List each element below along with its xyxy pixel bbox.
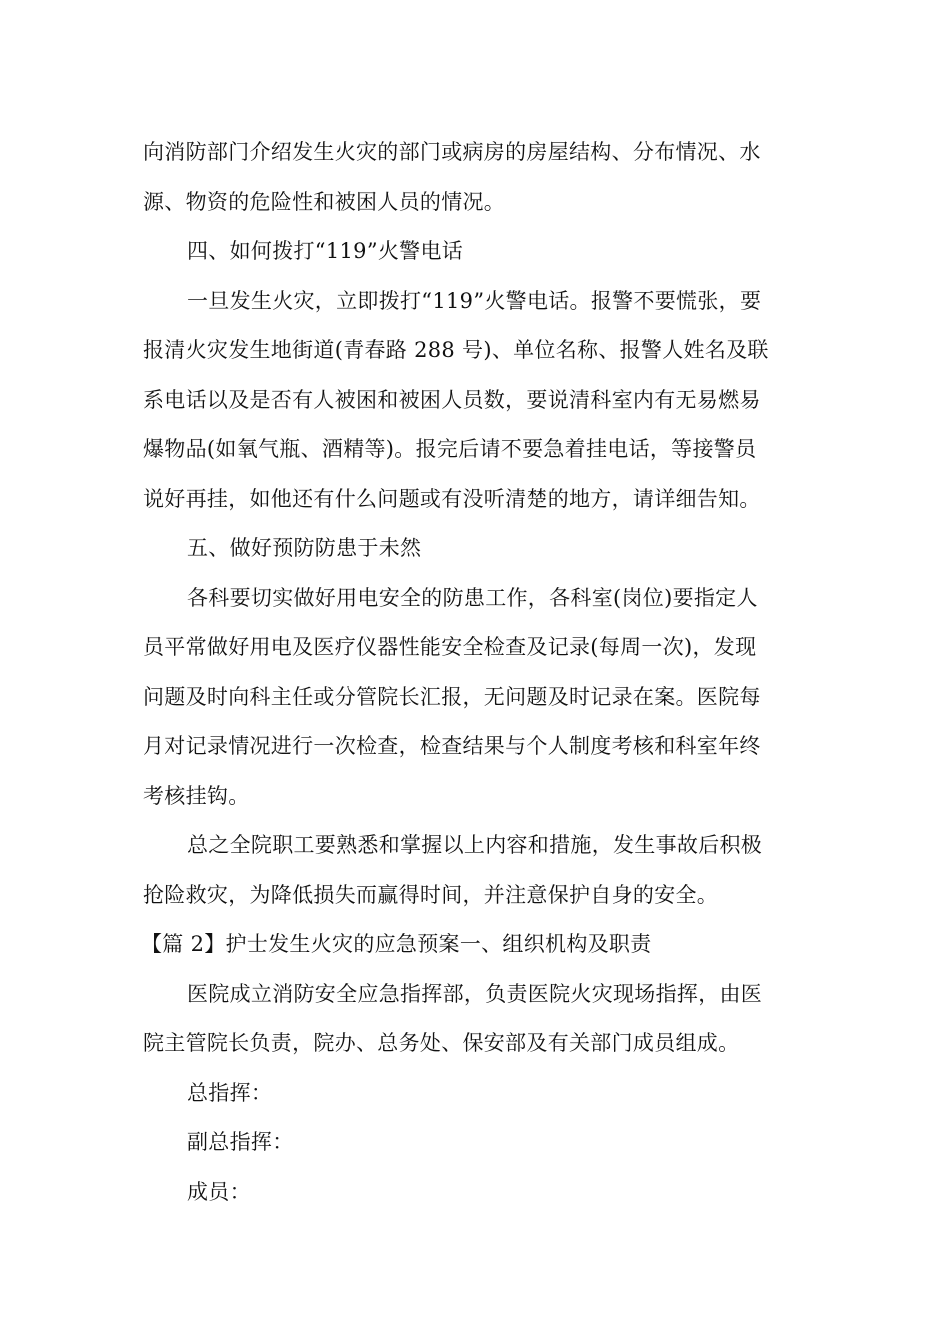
chapter-heading: 【篇 2】护士发生火灾的应急预案一、组织机构及职责 [141,932,652,956]
paragraph-line: 爆物品(如氧气瓶、酒精等)。报完后请不要急着挂电话，等接警员 [143,437,757,461]
paragraph-line: 系电话以及是否有人被困和被困人员数，要说清科室内有无易燃易 [143,387,761,412]
document-page [143,128,808,1217]
section-heading-5: 五、做好预防防患于未然 [187,536,422,560]
paragraph-line: 月对记录情况进行一次检查，检查结果与个人制度考核和科室年终 [143,734,761,758]
paragraph-line: 向消防部门介绍发生火灾的部门或病房的房屋结构、分布情况、水 [143,140,761,164]
paragraph-line: 医院成立消防安全应急指挥部，负责医院火灾现场指挥，由医 [187,981,763,1006]
paragraph-line: 各科要切实做好用电安全的防患工作，各科室(岗位)要指定人 [187,585,758,610]
paragraph-line: 说好再挂，如他还有什么问题或有没听清楚的地方，请详细告知。 [143,486,761,511]
paragraph-line: 抢险救灾，为降低损失而赢得时间，并注意保护自身的安全。 [143,882,719,907]
paragraph-line: 总之全院职工要熟悉和掌握以上内容和措施，发生事故后积极 [187,833,763,857]
paragraph-line: 问题及时向科主任或分管院长汇报，无问题及时记录在案。医院每 [143,684,761,709]
paragraph-line: 考核挂钩。 [143,783,250,808]
paragraph-line: 报清火灾发生地街道(青春路 288 号)、单位名称、报警人姓名及联 [143,338,769,362]
deputy-commander-label: 副总指挥： [187,1130,294,1154]
paragraph-line: 院主管院长负责，院办、总务处、保安部及有关部门成员组成。 [143,1031,740,1055]
paragraph-line: 一旦发生火灾，立即拨打“119”火警电话。报警不要慌张，要 [187,288,762,313]
section-heading-4: 四、如何拨打“119”火警电话 [187,239,464,263]
commander-label: 总指挥： [187,1080,273,1105]
paragraph-line: 员平常做好用电及医疗仪器性能安全检查及记录(每周一次)，发现 [143,635,757,659]
paragraph-line: 源、物资的危险性和被困人员的情况。 [143,189,506,214]
members-label: 成员： [187,1179,251,1204]
